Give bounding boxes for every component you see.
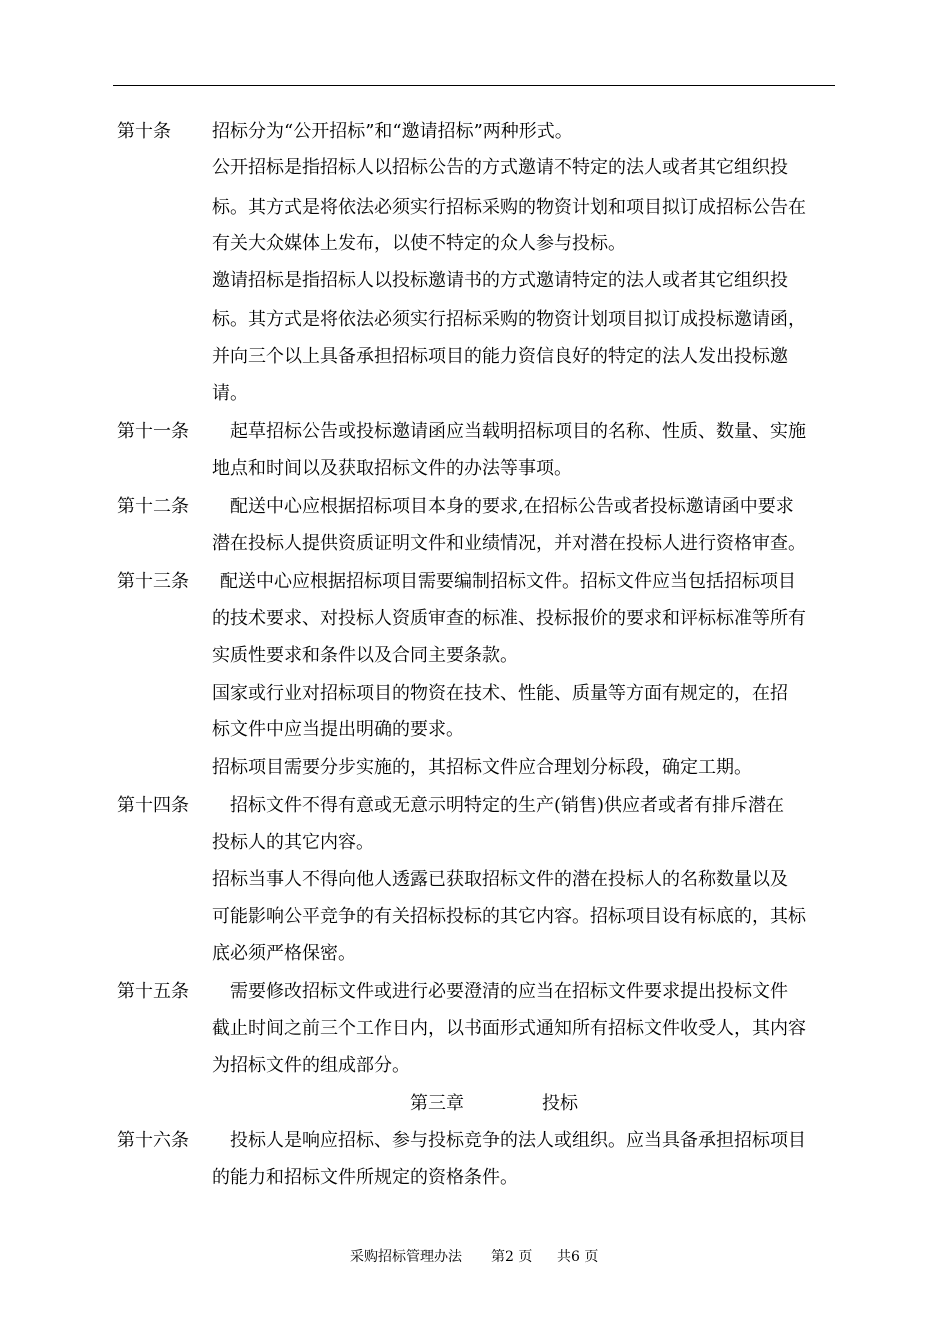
article-label: 第十三条 bbox=[117, 571, 189, 592]
article-line: 实质性要求和条件以及合同主要条款。 bbox=[212, 645, 518, 666]
article-label: 第十二条 bbox=[117, 496, 189, 517]
article-line: 招标当事人不得向他人透露已获取招标文件的潜在投标人的名称数量以及 bbox=[212, 869, 788, 890]
article-line: 起草招标公告或投标邀请函应当载明招标项目的名称、性质、数量、实施 bbox=[230, 421, 806, 442]
article-line: 标。其方式是将依法必须实行招标采购的物资计划和项目拟订成招标公告在 bbox=[212, 197, 806, 218]
header-rule bbox=[113, 85, 835, 86]
article-line: 国家或行业对招标项目的物资在技术、性能、质量等方面有规定的，在招 bbox=[212, 683, 788, 704]
article-line: 公开招标是指招标人以招标公告的方式邀请不特定的法人或者其它组织投 bbox=[212, 157, 788, 178]
article-line: 投标人的其它内容。 bbox=[212, 832, 374, 853]
article-line: 为招标文件的组成部分。 bbox=[212, 1055, 410, 1076]
chapter-title: 投标 bbox=[542, 1093, 578, 1114]
article-label: 第十一条 bbox=[117, 421, 189, 442]
article-line: 招标项目需要分步实施的，其招标文件应合理划分标段，确定工期。 bbox=[212, 757, 752, 778]
article-line: 标。其方式是将依法必须实行招标采购的物资计划项目拟订成投标邀请函， bbox=[212, 309, 806, 330]
article-line: 邀请招标是指招标人以投标邀请书的方式邀请特定的法人或者其它组织投 bbox=[212, 270, 788, 291]
article-line: 配送中心应根据招标项目本身的要求,在招标公告或者投标邀请函中要求 bbox=[230, 496, 794, 517]
footer-doc-title: 采购招标管理办法 bbox=[350, 1249, 462, 1265]
article-line: 并向三个以上具备承担招标项目的能力资信良好的特定的法人发出投标邀 bbox=[212, 346, 788, 367]
article-label: 第十四条 bbox=[117, 795, 189, 816]
chapter-number: 第三章 bbox=[410, 1093, 464, 1114]
article-line: 的能力和招标文件所规定的资格条件。 bbox=[212, 1167, 518, 1188]
article-line: 需要修改招标文件或进行必要澄清的应当在招标文件要求提出投标文件 bbox=[230, 981, 788, 1002]
article-line: 底必须严格保密。 bbox=[212, 943, 356, 964]
article-label: 第十六条 bbox=[117, 1130, 189, 1151]
article-line: 有关大众媒体上发布，以使不特定的众人参与投标。 bbox=[212, 233, 626, 254]
article-line: 请。 bbox=[212, 383, 248, 404]
article-line: 截止时间之前三个工作日内，以书面形式通知所有招标文件收受人，其内容 bbox=[212, 1018, 806, 1039]
article-label: 第十五条 bbox=[117, 981, 189, 1002]
article-line: 投标人是响应招标、参与投标竞争的法人或组织。应当具备承担招标项目 bbox=[230, 1130, 806, 1151]
article-line: 地点和时间以及获取招标文件的办法等事项。 bbox=[212, 458, 572, 479]
article-label: 第十条 bbox=[117, 121, 171, 142]
article-line: 标文件中应当提出明确的要求。 bbox=[212, 719, 464, 740]
footer-page-total: 共6 页 bbox=[557, 1249, 599, 1265]
article-line: 潜在投标人提供资质证明文件和业绩情况，并对潜在投标人进行资格审查。 bbox=[212, 533, 806, 554]
article-line: 招标分为“公开招标”和“邀请招标”两种形式。 bbox=[212, 121, 573, 142]
article-line: 可能影响公平竞争的有关招标投标的其它内容。招标项目设有标底的，其标 bbox=[212, 906, 806, 927]
article-line: 招标文件不得有意或无意示明特定的生产(销售)供应者或者有排斥潜在 bbox=[230, 795, 785, 816]
footer-page-number: 第2 页 bbox=[491, 1249, 533, 1265]
article-line: 配送中心应根据招标项目需要编制招标文件。招标文件应当包括招标项目 bbox=[220, 571, 796, 592]
article-line: 的技术要求、对投标人资质审查的标准、投标报价的要求和评标标准等所有 bbox=[212, 608, 806, 629]
